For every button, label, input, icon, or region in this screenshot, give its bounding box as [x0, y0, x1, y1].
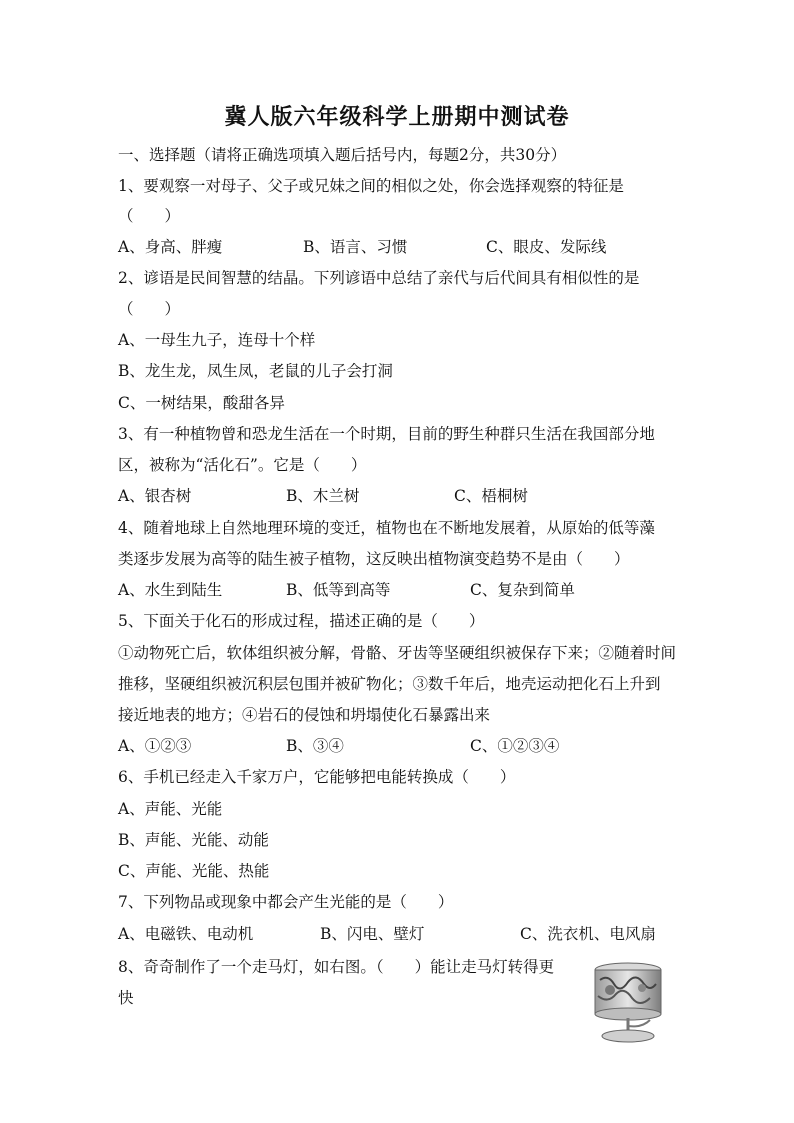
question-4-stem-line2: 类逐步发展为高等的陆生被子植物，这反映出植物演变趋势不是由（ ） — [118, 550, 630, 568]
question-2-option-b: B、龙生龙，凤生凤，老鼠的儿子会打洞 — [118, 362, 393, 380]
question-5-stem: 5、下面关于化石的形成过程，描述正确的是（ ） — [118, 612, 485, 630]
question-7-option-c: C、洗衣机、电风扇 — [520, 925, 656, 943]
question-4-option-b: B、低等到高等 — [286, 581, 391, 599]
question-5-option-c: C、①②③④ — [470, 737, 560, 755]
question-1-option-c: C、眼皮、发际线 — [486, 238, 607, 256]
revolving-lantern-image — [588, 960, 668, 1045]
question-2-option-c: C、一树结果，酸甜各异 — [118, 394, 285, 412]
question-5-option-b: B、③④ — [286, 737, 344, 755]
question-1-stem: 1、要观察一对母子、父子或兄妹之间的相似之处，你会选择观察的特征是 — [118, 177, 624, 195]
question-4-option-c: C、复杂到简单 — [470, 581, 575, 599]
question-3-stem-line2: 区，被称为“活化石”。它是（ ） — [118, 456, 367, 474]
question-8-stem-line2: 快 — [118, 989, 134, 1007]
question-7-option-a: A、电磁铁、电动机 — [118, 925, 254, 943]
question-4-option-a: A、水生到陆生 — [118, 581, 223, 599]
question-1-paren: （ ） — [118, 207, 181, 225]
section-heading: 一、选择题（请将正确选项填入题后括号内，每题2分，共30分） — [118, 146, 567, 164]
question-5-option-a: A、①②③ — [118, 737, 192, 755]
question-5-body-line1: ①动物死亡后，软体组织被分解，骨骼、牙齿等坚硬组织被保存下来；②随着时间 — [118, 644, 677, 662]
question-2-paren: （ ） — [118, 300, 181, 318]
question-4-stem-line1: 4、随着地球上自然地理环境的变迁，植物也在不断地发展着，从原始的低等藻 — [118, 519, 655, 537]
question-3-option-a: A、银杏树 — [118, 487, 192, 505]
question-3-option-c: C、梧桐树 — [454, 487, 528, 505]
question-1-option-a: A、身高、胖瘦 — [118, 238, 223, 256]
question-2-option-a: A、一母生九子，连母十个样 — [118, 331, 316, 349]
question-7-option-b: B、闪电、壁灯 — [320, 925, 425, 943]
question-3-option-b: B、木兰树 — [286, 487, 360, 505]
question-6-option-b: B、声能、光能、动能 — [118, 831, 269, 849]
question-6-stem: 6、手机已经走入千家万户，它能够把电能转换成（ ） — [118, 768, 516, 786]
question-5-body-line2: 推移，坚硬组织被沉积层包围并被矿物化；③数千年后，地壳运动把化石上升到 — [118, 675, 661, 693]
question-5-body-line3: 接近地表的地方；④岩石的侵蚀和坍塌使化石暴露出来 — [118, 706, 491, 724]
question-7-stem: 7、下列物品或现象中都会产生光能的是（ ） — [118, 893, 454, 911]
question-3-stem-line1: 3、有一种植物曾和恐龙生活在一个时期，目前的野生种群只生活在我国部分地 — [118, 425, 655, 443]
question-6-option-c: C、声能、光能、热能 — [118, 862, 270, 880]
question-1-option-b: B、语言、习惯 — [303, 238, 408, 256]
question-8-stem-line1: 8、奇奇制作了一个走马灯，如右图。（ ）能让走马灯转得更 — [118, 958, 555, 976]
question-2-stem: 2、谚语是民间智慧的结晶。下列谚语中总结了亲代与后代间具有相似性的是 — [118, 269, 640, 287]
page-title: 冀人版六年级科学上册期中测试卷 — [224, 104, 570, 130]
question-6-option-a: A、声能、光能 — [118, 800, 223, 818]
